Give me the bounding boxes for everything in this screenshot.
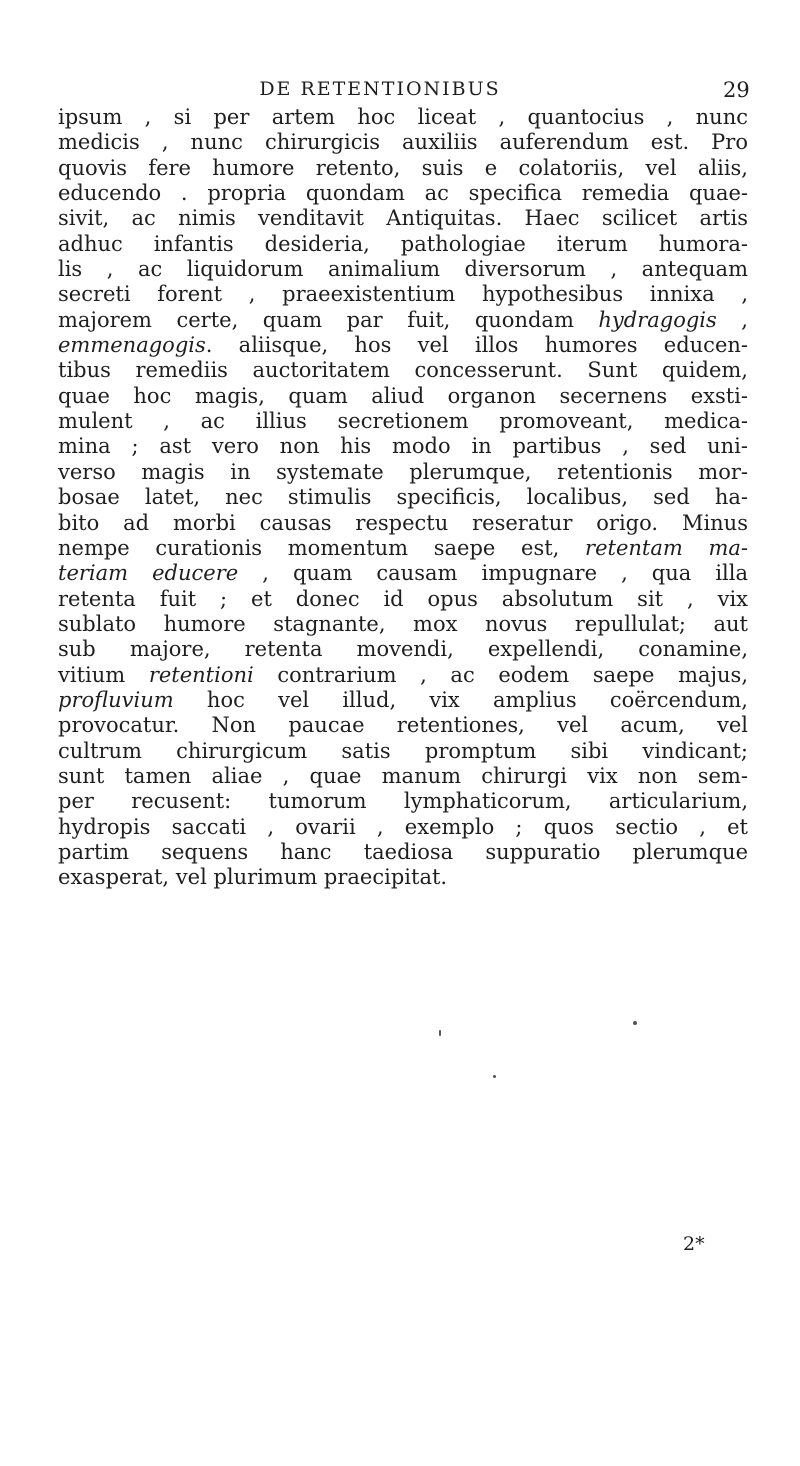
text-segment: educendo . propria quondam ac specifica remedia quae- — [58, 181, 748, 206]
text-segment: hydropis saccati , ovarii , exemplo ; quos sectio , et — [58, 814, 748, 839]
text-segment: sub majore, retenta movendi, expellendi, conamine, — [58, 637, 748, 662]
text-line — [58, 637, 748, 662]
text-line — [58, 815, 748, 840]
page-header — [0, 78, 800, 106]
text-line — [58, 333, 748, 358]
text-segment: vitium — [58, 662, 149, 687]
text-segment: mulent , ac illius secretionem promoveant, medica- — [58, 409, 748, 434]
text-segment: , — [716, 307, 748, 332]
text-segment: ipsum , si per artem hoc liceat , quantocius , nunc — [58, 105, 748, 129]
text-segment: , quam causam impugnare , qua illa — [238, 561, 749, 586]
text-segment: bito ad morbi causas respectu reseratur origo. Minus — [58, 510, 748, 535]
text-line — [58, 688, 748, 713]
text-line — [58, 308, 748, 333]
italic-term: emmenagogis — [58, 333, 206, 358]
text-segment: verso magis in systemate plerumque, retentionis mor- — [58, 459, 748, 484]
ink-speck — [493, 1075, 496, 1078]
text-line — [58, 789, 748, 814]
italic-term: teriam educere — [58, 561, 239, 586]
text-segment: quae hoc magis, quam aliud organon secernens exsti- — [58, 383, 748, 408]
text-segment: tibus remediis auctoritatem concesserunt. Sunt quidem, — [58, 358, 748, 383]
italic-term: retentioni — [148, 662, 254, 687]
text-line — [58, 282, 748, 307]
text-segment: provocatur. Non paucae retentiones, vel acum, vel — [58, 713, 748, 738]
text-segment: quovis fere humore retento, suis e colatoriis, vel aliis, — [58, 155, 748, 180]
text-segment: exasperat, vel plurimum praecipitat. — [58, 865, 448, 890]
text-segment: bosae latet, nec stimulis specificis, localibus, sed ha- — [58, 485, 748, 510]
text-line — [58, 130, 748, 155]
text-line — [58, 181, 748, 206]
text-segment: sublato humore stagnante, mox novus repullulat; aut — [58, 611, 748, 636]
text-line — [58, 764, 748, 789]
text-line — [58, 156, 748, 181]
text-segment: lis , ac liquidorum animalium diversorum , antequam — [58, 257, 748, 282]
text-segment: medicis , nunc chirurgicis auxiliis auferendum est. Pro — [58, 130, 748, 155]
text-line — [58, 663, 748, 688]
text-line — [58, 409, 748, 434]
text-segment: retenta fuit ; et donec id opus absolutum sit , vix — [58, 586, 748, 611]
text-segment: hoc vel illud, vix amplius coërcendum, — [173, 687, 748, 712]
text-line — [58, 713, 748, 738]
text-segment: adhuc infantis desideria, pathologiae iterum humora- — [58, 231, 748, 256]
text-line — [58, 384, 748, 409]
italic-term: profluvium — [58, 687, 174, 712]
signature-mark: 2* — [683, 1233, 705, 1255]
text-segment: mina ; ast vero non his modo in partibus , sed uni- — [58, 434, 748, 459]
text-segment: . aliisque, hos vel illos humores educen- — [205, 333, 748, 358]
text-line — [58, 206, 748, 231]
italic-term: hydragogis — [598, 307, 717, 332]
text-line — [58, 511, 748, 536]
text-line — [58, 840, 748, 865]
italic-term: retentam ma- — [585, 535, 748, 560]
text-segment: per recusent: tumorum lymphaticorum, articularium, — [58, 789, 748, 814]
body-text — [58, 105, 748, 891]
text-line — [58, 561, 748, 586]
text-segment: nempe curationis momentum saepe est, — [58, 535, 586, 560]
text-line — [58, 536, 748, 561]
text-segment: partim sequens hanc taediosa suppuratio plerumque — [58, 839, 748, 864]
text-line — [58, 485, 748, 510]
text-segment: sivit, ac nimis venditavit Antiquitas. Haec scilicet artis — [58, 206, 748, 231]
text-segment: contrarium , ac eodem saepe majus, — [253, 662, 748, 687]
text-segment: cultrum chirurgicum satis promptum sibi vindicant; — [58, 738, 748, 763]
running-head: DE RETENTIONIBUS — [259, 78, 501, 100]
text-segment: sunt tamen aliae , quae manum chirurgi vix non sem- — [58, 763, 748, 788]
text-line — [58, 739, 748, 764]
text-line — [58, 358, 748, 383]
text-line — [58, 587, 748, 612]
text-line — [58, 460, 748, 485]
ink-speck — [633, 1021, 637, 1025]
page-number: 29 — [723, 78, 750, 102]
text-line — [58, 232, 748, 257]
text-line — [58, 612, 748, 637]
text-line — [58, 105, 748, 130]
ink-speck — [439, 1030, 441, 1036]
text-line — [58, 257, 748, 282]
text-line — [58, 434, 748, 459]
text-segment: secreti forent , praeexistentium hypothesibus innixa , — [58, 282, 748, 307]
text-line — [58, 865, 748, 890]
text-segment: majorem certe, quam par fuit, quondam — [58, 307, 599, 332]
